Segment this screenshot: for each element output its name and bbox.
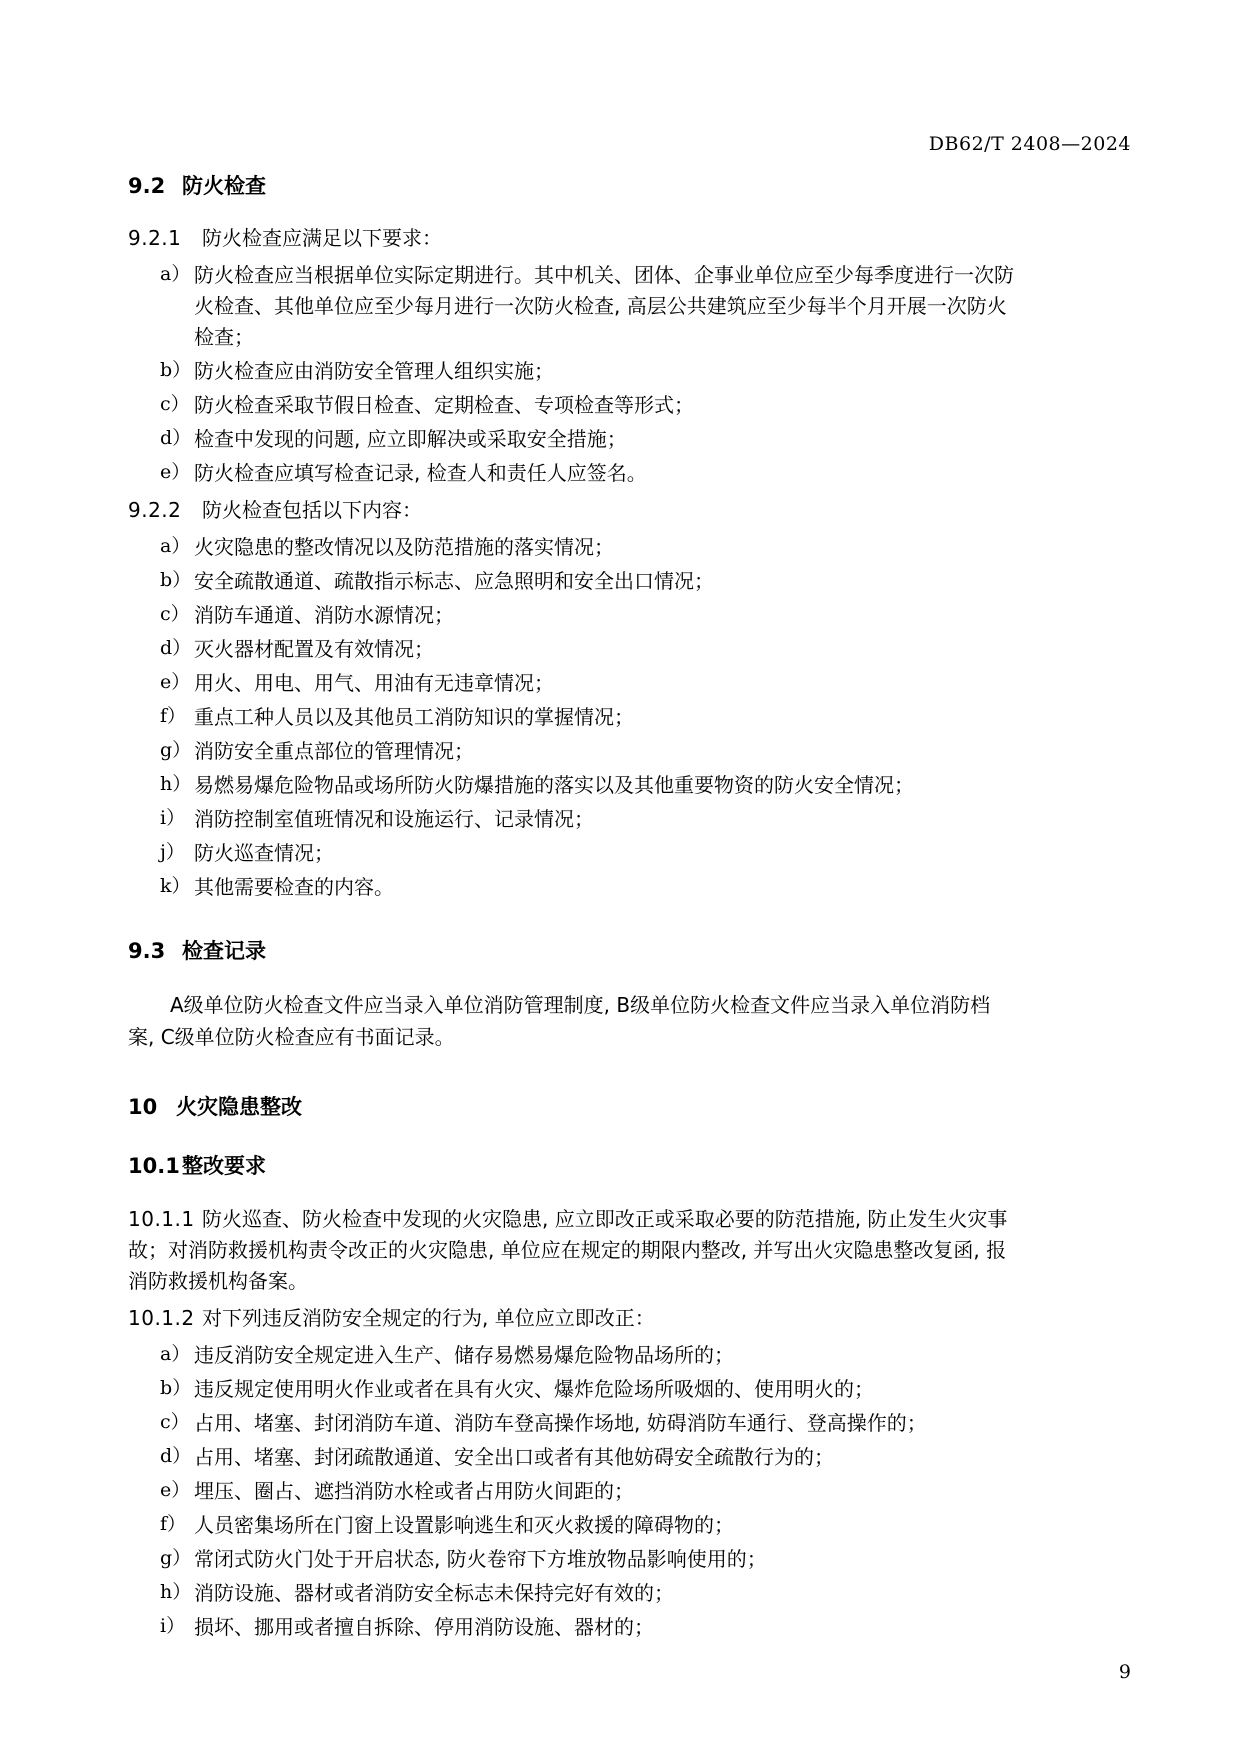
- list-item-label: c）: [160, 1410, 190, 1433]
- list-item-label: c）: [160, 393, 190, 416]
- list-item-label: b）: [160, 359, 192, 382]
- heading-9-3-number: 9.3: [128, 939, 166, 964]
- list-item: [128, 702, 1016, 733]
- list-item-label: b）: [160, 1376, 192, 1399]
- list-item: [128, 532, 1016, 563]
- list-item-label: i）: [160, 807, 186, 830]
- list-item-label: a）: [160, 263, 191, 286]
- list-item: [128, 600, 1016, 631]
- list-item: [128, 736, 1016, 767]
- list-item-label: a）: [160, 535, 191, 558]
- list-item: [128, 1374, 1016, 1405]
- page-number: 9: [1118, 1661, 1131, 1683]
- list-item: [128, 458, 1016, 489]
- list-item: [128, 1476, 1016, 1507]
- list-item: [128, 356, 1016, 387]
- list-item-text: 其他需要检查的内容。: [194, 875, 394, 900]
- heading-9-2-title: 防火检查: [182, 174, 266, 198]
- list-item: [128, 424, 1016, 455]
- list-item: [128, 804, 1016, 835]
- list-item-text: 检查中发现的问题, 应立即解决或采取安全措施；: [194, 427, 627, 452]
- list-item-text: 常闭式防火门处于开启状态, 防火卷帘下方堆放物品影响使用的；: [194, 1546, 767, 1571]
- list-item-text: 防火检查应由消防安全管理人组织实施；: [194, 359, 554, 384]
- clause-9-2-1-number: 9.2.1: [128, 226, 182, 251]
- heading-10-1-number: 10.1: [128, 1154, 180, 1179]
- clause-9-2-2-number: 9.2.2: [128, 498, 182, 523]
- list-item-text: 违反规定使用明火作业或者在具有火灾、爆炸危险场所吸烟的、使用明火的；: [194, 1376, 874, 1401]
- list-item: [128, 1340, 1016, 1371]
- list-item-text: 重点工种人员以及其他员工消防知识的掌握情况；: [194, 705, 634, 730]
- list-item-label: e）: [160, 1478, 191, 1501]
- list-item-label: f）: [160, 705, 187, 728]
- clause-10-1-1-text: 防火巡查、防火检查中发现的火灾隐患, 应立即改正或采取必要的防范措施, 防止发生火灾事故；对消防救援机构责令改正的火灾隐患, 单位应在规定的期限内整改, 并写出火灾隐患整改复函, 报消防救援机构备案。: [128, 1206, 1008, 1293]
- list-item: [128, 1578, 1016, 1609]
- clause-10-1-2: [128, 1303, 1016, 1334]
- list-item-text: 防火检查采取节假日检查、定期检查、专项检查等形式；: [194, 393, 694, 418]
- clause-10-1-2-text: 对下列违反消防安全规定的行为, 单位应立即改正：: [202, 1305, 655, 1330]
- clause-10-1-1: [128, 1204, 1016, 1297]
- list-item-label: d）: [160, 427, 192, 450]
- heading-9-3-title: 检查记录: [182, 939, 266, 964]
- list-item-label: b）: [160, 569, 192, 592]
- list-item: [128, 260, 1016, 353]
- clause-9-2-2-text: 防火检查包括以下内容：: [202, 498, 422, 523]
- list-item: [128, 390, 1016, 421]
- page-header-standard-id: DB62/T 2408—2024: [928, 133, 1131, 155]
- heading-10-title: 火灾隐患整改: [176, 1094, 302, 1119]
- list-item-label: c）: [160, 603, 190, 626]
- heading-10-number: 10: [128, 1094, 158, 1119]
- list-item-text: 安全疏散通道、疏散指示标志、应急照明和安全出口情况；: [194, 569, 714, 594]
- heading-9-3: [128, 937, 1016, 966]
- list-item: [128, 566, 1016, 597]
- list-item-label: d）: [160, 637, 192, 660]
- list-item-text: 防火检查应填写检查记录, 检查人和责任人应签名。: [194, 461, 647, 486]
- list-item-text: 防火巡查情况；: [194, 841, 334, 866]
- list-item-text: 占用、堵塞、封闭消防车道、消防车登高操作场地, 妨碍消防车通行、登高操作的；: [194, 1410, 927, 1435]
- list-item-text: 消防控制室值班情况和设施运行、记录情况；: [194, 807, 594, 832]
- list-item-label: h）: [160, 773, 192, 796]
- list-item-label: h）: [160, 1580, 192, 1603]
- list-item-text: 消防车通道、消防水源情况；: [194, 603, 454, 628]
- list-item: [128, 1510, 1016, 1541]
- list-item-text: 人员密集场所在门窗上设置影响逃生和灭火救援的障碍物的；: [194, 1512, 734, 1537]
- list-item: [128, 872, 1016, 903]
- heading-9-2: [128, 172, 1016, 201]
- list-item-label: e）: [160, 461, 191, 484]
- list-item-text: 埋压、圈占、遮挡消防水栓或者占用防火间距的；: [194, 1478, 634, 1503]
- list-item-label: f）: [160, 1512, 187, 1535]
- list-item: [128, 668, 1016, 699]
- clause-9-2-2: [128, 495, 1016, 526]
- list-item: [128, 1408, 1016, 1439]
- list-item: [128, 1442, 1016, 1473]
- heading-10-1-title: 整改要求: [182, 1154, 266, 1179]
- list-item-text: 易燃易爆危险物品或场所防火防爆措施的落实以及其他重要物资的防火安全情况；: [194, 773, 914, 798]
- list-item-label: g）: [160, 739, 192, 762]
- list-item-label: g）: [160, 1546, 192, 1569]
- list-item-text: 防火检查应当根据单位实际定期进行。其中机关、团体、企事业单位应至少每季度进行一次防火检查、其他单位应至少每月进行一次防火检查, 高层公共建筑应至少每半个月开展一次防火检查；: [194, 263, 1014, 350]
- list-item-label: i）: [160, 1614, 186, 1637]
- list-item-text: 占用、堵塞、封闭疏散通道、安全出口或者有其他妨碍安全疏散行为的；: [194, 1444, 834, 1469]
- list-item-text: 消防安全重点部位的管理情况；: [194, 739, 474, 764]
- list-item: [128, 838, 1016, 869]
- clause-9-2-1: [128, 223, 1016, 254]
- document-body: [128, 172, 1016, 1649]
- heading-10: [128, 1093, 1016, 1122]
- list-item-label: k）: [160, 875, 191, 898]
- list-item: [128, 1544, 1016, 1575]
- list-item-text: 灭火器材配置及有效情况；: [194, 637, 434, 662]
- list-9-2-2: [128, 532, 1016, 903]
- list-item-text: 损坏、挪用或者擅自拆除、停用消防设施、器材的；: [194, 1614, 654, 1639]
- list-item-text: 违反消防安全规定进入生产、储存易燃易爆危险物品场所的；: [194, 1342, 734, 1367]
- list-item-text: 用火、用电、用气、用油有无违章情况；: [194, 671, 554, 696]
- list-item-label: a）: [160, 1342, 191, 1365]
- clause-9-2-1-text: 防火检查应满足以下要求：: [202, 226, 442, 251]
- list-item: [128, 770, 1016, 801]
- list-item-label: j）: [160, 841, 185, 864]
- list-item-label: d）: [160, 1444, 192, 1467]
- list-9-2-1: [128, 260, 1016, 489]
- heading-9-2-number: 9.2: [128, 174, 166, 198]
- list-item-text: 消防设施、器材或者消防安全标志未保持完好有效的；: [194, 1580, 674, 1605]
- list-item-label: e）: [160, 671, 191, 694]
- heading-10-1: [128, 1152, 1016, 1181]
- clause-10-1-2-number: 10.1.2: [128, 1305, 195, 1330]
- list-item: [128, 1612, 1016, 1643]
- list-10-1-2: [128, 1340, 1016, 1643]
- list-item: [128, 634, 1016, 665]
- list-item-text: 火灾隐患的整改情况以及防范措施的落实情况；: [194, 535, 614, 560]
- paragraph-9-3: A级单位防火检查文件应当录入单位消防管理制度, B级单位防火检查文件应当录入单位消防档案, C级单位防火检查应有书面记录。: [128, 992, 991, 1049]
- clause-10-1-1-number: 10.1.1: [128, 1206, 195, 1231]
